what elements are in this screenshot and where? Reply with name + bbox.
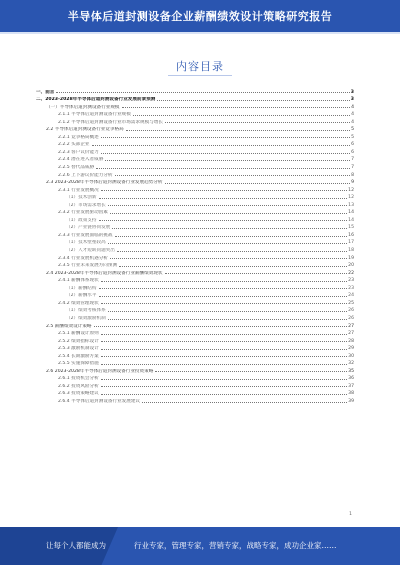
toc-entry-page: 9 <box>351 180 354 186</box>
toc-leader-dots <box>110 213 347 214</box>
toc-entry-page: 23 <box>348 278 354 284</box>
header-divider <box>0 32 400 34</box>
toc-entry[interactable] <box>36 200 354 208</box>
toc-entry-page: 5 <box>351 127 354 133</box>
toc-leader-dots <box>101 394 347 395</box>
toc-entry[interactable] <box>36 396 354 404</box>
toc-leader-dots <box>99 288 348 289</box>
toc-entry-page: 8 <box>351 172 354 178</box>
toc-title: 内容目录 <box>176 60 224 73</box>
toc-entry[interactable] <box>36 313 354 321</box>
toc-entry-label: 2.6.3 投资策略建议 <box>58 391 99 397</box>
toc-leader-dots <box>56 92 349 93</box>
toc-entry-label: 2.6.4 半导体后道封测设备行业发展建议 <box>58 398 141 404</box>
toc-entry-page: 24 <box>348 293 354 299</box>
toc-entry-page: 7 <box>351 157 354 163</box>
toc-entry-page: 16 <box>348 232 354 238</box>
toc-entry-page: 18 <box>348 248 354 254</box>
toc-entry-page: 7 <box>351 165 354 171</box>
toc-entry-page: 37 <box>348 383 354 389</box>
toc-entry-page: 29 <box>348 346 354 352</box>
toc-entry[interactable] <box>36 110 354 118</box>
toc-entry-label: 2.5.4 长期激励方案 <box>58 353 99 359</box>
toc-leader-dots <box>101 303 347 304</box>
toc-leader-dots <box>101 356 347 357</box>
toc-entry[interactable] <box>36 193 354 201</box>
toc-entry-page: 26 <box>348 315 354 321</box>
toc-entry-page: 5 <box>351 134 354 140</box>
toc-entry[interactable] <box>36 155 354 163</box>
toc-entry[interactable] <box>36 102 354 110</box>
toc-entry[interactable] <box>36 359 354 367</box>
toc-entry-label: 2.2.6 上下游议价能力分析 <box>58 172 113 178</box>
toc-leader-dots <box>101 153 350 154</box>
toc-entry[interactable] <box>36 374 354 382</box>
toc-entry-page: 30 <box>348 353 354 359</box>
toc-entry-label: 2.2 半导体后道封测设备行业竞争格局 <box>46 127 124 133</box>
toc-entry[interactable] <box>36 351 354 359</box>
toc-entry-label: 2.3.3 行业发展面临的挑战 <box>58 232 113 238</box>
toc-leader-dots <box>94 326 348 327</box>
toc-entry[interactable] <box>36 389 354 397</box>
toc-entry-label: 2.4.2 绩效管理现状 <box>58 300 99 306</box>
toc-entry-label: 2.5.2 绩效指标设计 <box>58 338 99 344</box>
toc-leader-dots <box>108 319 347 320</box>
toc-leader-dots <box>115 236 348 237</box>
toc-leader-dots <box>101 349 347 350</box>
toc-entry[interactable] <box>36 147 354 155</box>
toc-entry[interactable] <box>36 162 354 170</box>
footer-slogan-right: 行业专家，管理专家，营销专家，战略专家，成功企业家…… <box>134 541 337 550</box>
toc-leader-dots <box>112 228 347 229</box>
toc-entry[interactable] <box>36 132 354 140</box>
toc-entry-label: （1）薪酬结构 <box>66 285 97 291</box>
page-footer <box>0 527 400 565</box>
toc-leader-dots <box>101 379 347 380</box>
toc-entry-page: 17 <box>348 240 354 246</box>
toc-leader-dots <box>108 205 347 206</box>
toc-entry[interactable] <box>36 344 354 352</box>
toc-leader-dots <box>165 273 348 274</box>
toc-leader-dots <box>133 115 350 116</box>
toc-entry-page: 23 <box>348 285 354 291</box>
toc-leader-dots <box>96 168 350 169</box>
toc-leader-dots <box>101 334 347 335</box>
toc-entry-label: （2）绩效激励机制 <box>66 315 106 321</box>
table-of-contents <box>36 87 354 404</box>
toc-leader-dots <box>119 266 347 267</box>
toc-leader-dots <box>108 311 347 312</box>
toc-entry[interactable] <box>36 117 354 125</box>
toc-entry-label: 2.2.2 头部企业 <box>58 142 90 148</box>
toc-entry-label: 2.3.2 行业发展驱动因素 <box>58 210 108 216</box>
toc-entry-page: 15 <box>348 225 354 231</box>
toc-entry-page: 12 <box>348 195 354 201</box>
toc-entry[interactable] <box>36 125 354 133</box>
toc-entry[interactable] <box>36 245 354 253</box>
toc-entry[interactable] <box>36 253 354 261</box>
toc-entry-page: 6 <box>351 142 354 148</box>
toc-entry-label: 2.6 2023-2028年半导体后道封测设备行业投资策略 <box>46 368 154 374</box>
toc-entry-page: 38 <box>348 391 354 397</box>
toc-leader-dots <box>110 258 347 259</box>
toc-leader-dots <box>115 175 351 176</box>
toc-entry-label: （1）政策支持 <box>66 217 97 223</box>
toc-entry-label: （1）绩效考核体系 <box>66 308 106 314</box>
toc-entry[interactable] <box>36 170 354 178</box>
toc-leader-dots <box>92 145 351 146</box>
toc-entry-label: （1）技术创新 <box>66 195 97 201</box>
toc-entry-page: 14 <box>348 210 354 216</box>
toc-leader-dots <box>126 130 350 131</box>
toc-entry[interactable] <box>36 215 354 223</box>
toc-entry-label: 2.4 2023-2028年半导体后道封测设备行业薪酬绩效现状 <box>46 270 163 276</box>
toc-entry[interactable] <box>36 381 354 389</box>
toc-entry[interactable] <box>36 140 354 148</box>
toc-entry[interactable] <box>36 223 354 231</box>
toc-entry-label: 2.2.3 客户议价能力 <box>58 149 99 155</box>
toc-leader-dots <box>101 386 347 387</box>
toc-entry-label: （2）人才短缺问题突出 <box>66 248 115 254</box>
toc-entry[interactable] <box>36 329 354 337</box>
toc-entry-page: 36 <box>348 376 354 382</box>
toc-entry[interactable] <box>36 336 354 344</box>
toc-leader-dots <box>99 220 348 221</box>
toc-entry-page: 26 <box>348 308 354 314</box>
toc-leader-dots <box>165 183 351 184</box>
toc-entry-label: 2.6.2 投资风险分析 <box>58 383 99 389</box>
toc-entry-page: 13 <box>348 202 354 208</box>
toc-entry[interactable] <box>36 276 354 284</box>
toc-entry-page: 4 <box>351 112 354 118</box>
toc-leader-dots <box>122 107 351 108</box>
toc-entry-label: 2.4.1 薪酬体系现状 <box>58 278 99 284</box>
toc-entry-label: 2.3.5 行业未来发展方向预测 <box>58 263 118 269</box>
page-header <box>0 0 400 32</box>
toc-leader-dots <box>157 100 349 101</box>
toc-entry-label: 2.2.5 替代品威胁 <box>58 165 95 171</box>
toc-entry-page: 3 <box>350 89 354 95</box>
toc-entry-page: 20 <box>348 263 354 269</box>
toc-entry-label: 2.2.1 竞争格局概述 <box>58 134 99 140</box>
toc-entry[interactable] <box>36 185 354 193</box>
toc-entry[interactable] <box>36 87 354 95</box>
toc-entry-page: 39 <box>348 398 354 404</box>
toc-entry-label: 2.5.1 薪酬设计原则 <box>58 331 99 337</box>
toc-leader-dots <box>165 122 350 123</box>
toc-entry[interactable] <box>36 238 354 246</box>
toc-entry-page: 4 <box>351 104 354 110</box>
toc-leader-dots <box>142 402 347 403</box>
toc-leader-dots <box>101 364 347 365</box>
toc-entry-label: 2.5 薪酬绩效设计策略 <box>46 323 92 329</box>
toc-entry[interactable] <box>36 283 354 291</box>
toc-entry[interactable] <box>36 208 354 216</box>
toc-leader-dots <box>155 371 347 372</box>
toc-leader-dots <box>99 198 348 199</box>
toc-leader-dots <box>101 281 347 282</box>
toc-entry-page: 35 <box>348 368 354 374</box>
toc-entry-label: （2）市场需求增长 <box>66 202 106 208</box>
toc-entry-page: 27 <box>348 323 354 329</box>
toc-leader-dots <box>117 251 347 252</box>
toc-entry-label: 2.1.1 半导体后道封测设备行业规模 <box>58 112 131 118</box>
toc-entry[interactable] <box>36 261 354 269</box>
footer-slogan-left: 让每个人都能成为 <box>46 541 106 550</box>
toc-entry-page: 22 <box>348 270 354 276</box>
toc-entry[interactable] <box>36 306 354 314</box>
toc-entry[interactable] <box>36 95 354 103</box>
toc-entry-page: 6 <box>351 149 354 155</box>
toc-entry-label: 2.6.1 投资机会分析 <box>58 376 99 382</box>
title-underline <box>168 75 232 76</box>
toc-entry-label: 2.3 2023-2028年半导体后道封测设备行业发展趋势分析 <box>46 180 163 186</box>
toc-entry-page: 28 <box>348 338 354 344</box>
toc-entry-label: 2.2.4 潜在进入者威胁 <box>58 157 104 163</box>
toc-entry-page: 4 <box>351 119 354 125</box>
toc-entry[interactable] <box>36 298 354 306</box>
toc-entry-page: 25 <box>348 300 354 306</box>
toc-entry-label: 2.3.4 行业发展机遇分析 <box>58 255 108 261</box>
header-title: 半导体后道封测设备企业薪酬绩效设计策略研究报告 <box>67 10 333 23</box>
toc-entry-page: 27 <box>348 331 354 337</box>
toc-entry-page: 14 <box>348 217 354 223</box>
toc-entry-page: 3 <box>350 97 354 103</box>
toc-entry[interactable] <box>36 366 354 374</box>
toc-leader-dots <box>101 190 347 191</box>
toc-entry[interactable] <box>36 321 354 329</box>
toc-entry[interactable] <box>36 268 354 276</box>
toc-entry-label: 一、前言 <box>36 89 55 95</box>
toc-entry-label: 二、2023-2028年半导体后道封测设备行业发展前景预测 <box>36 97 156 103</box>
toc-leader-dots <box>99 296 348 297</box>
page-number: 1 <box>349 512 352 517</box>
toc-entry-label: （2）产业链协同发展 <box>66 225 111 231</box>
toc-entry-label: 2.5.3 激励机制设计 <box>58 346 99 352</box>
toc-entry[interactable] <box>36 291 354 299</box>
toc-leader-dots <box>101 341 347 342</box>
toc-entry-page: 19 <box>348 255 354 261</box>
toc-leader-dots <box>108 243 347 244</box>
toc-leader-dots <box>105 160 350 161</box>
toc-entry-label: （一）半导体后道封测设备行业规模 <box>46 104 120 110</box>
toc-entry-page: 32 <box>348 361 354 367</box>
toc-entry-label: 2.1.2 半导体后道封测设备行业市场需求规模与增长 <box>58 119 164 125</box>
toc-entry-label: （1）技术壁垒较高 <box>66 240 106 246</box>
toc-entry[interactable] <box>36 230 354 238</box>
toc-leader-dots <box>101 137 350 138</box>
toc-entry-label: 2.5.5 实施保障措施 <box>58 361 99 367</box>
toc-entry[interactable] <box>36 178 354 186</box>
toc-entry-page: 12 <box>348 187 354 193</box>
toc-entry-label: 2.3.1 行业发展概况 <box>58 187 99 193</box>
toc-entry-label: （2）薪酬水平 <box>66 293 97 299</box>
